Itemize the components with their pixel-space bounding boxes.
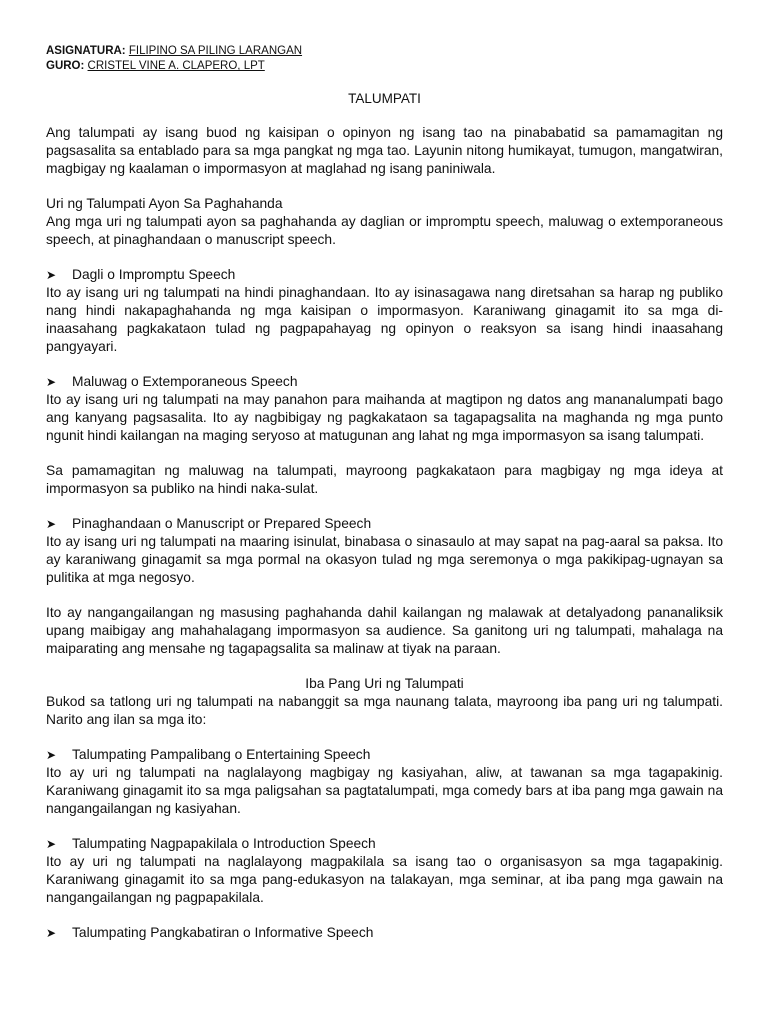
section-heading-manuscript	[46, 515, 723, 533]
subject-value: FILIPINO SA PILING LARANGAN	[128, 45, 303, 57]
entertaining-paragraph: Ito ay uri ng talumpati na naglalayong magbigay ng kasiyahan, aliw, at tawanan sa mga tagapakinig. Karaniwang ginagamit ito sa mga paligsahan sa pagtatalumpati, mga comedy bars at iba pang mga gawain na nangangailangan ng kasiyahan.	[46, 765, 723, 816]
arrow-bullet-icon: ➤	[46, 375, 57, 389]
impromptu-paragraph: Ito ay isang uri ng talumpati na hindi pinaghandaan. Ito ay isinasagawa nang diretsahan sa harap ng publiko nang hindi nakapaghahanda ng mga kaisipan o impormasyon. Karaniwang ginagamit ito sa mga di-inaasahang pagkakataon tulad ng pagpapahayag ng opinyon o reaksyon sa isang hindi inaasahang pangyayari.	[46, 285, 723, 354]
section-heading-text: Maluwag o Extemporaneous Speech	[72, 374, 298, 389]
manuscript-paragraph: Ito ay isang uri ng talumpati na maaring isinulat, binabasa o sinasaulo at may sapat na pag-aaral sa paksa. Ito ay karaniwang ginagamit sa mga pormal na okasyon tulad ng mga seremonya o mga pakikipag-ugnayan sa pulitika at mga negosyo.	[46, 534, 723, 585]
section-heading-informative	[46, 924, 723, 942]
extemporaneous-paragraph: Ito ay isang uri ng talumpati na may panahon para maihanda at magtipon ng datos ang mananalumpati bago ang kanyang pagsasalita. Ito ay nagbibigay ng pagkakataon sa tagapagsalita na maghanda ng mga punto ngunit hindi kailangan na maging seryoso at matugunan ang lahat ng mga impormasyon sa isang talumpati.	[46, 392, 723, 443]
section-heading-text: Talumpating Pampalibang o Entertaining Speech	[72, 747, 371, 762]
arrow-bullet-icon: ➤	[46, 517, 57, 531]
teacher-value: CRISTEL VINE A. CLAPERO, LPT	[87, 60, 265, 72]
subject-label: ASIGNATURA:	[46, 45, 126, 57]
teacher-line	[46, 59, 723, 74]
section-heading-text: Pinaghandaan o Manuscript or Prepared Speech	[72, 516, 372, 531]
other-types-paragraph: Bukod sa tatlong uri ng talumpati na nabanggit sa mga naunang talata, mayroong iba pang uri ng talumpati. Narito ang ilan sa mga ito:	[46, 694, 723, 727]
section-heading-text: Dagli o Impromptu Speech	[72, 267, 236, 282]
section-heading-introduction	[46, 835, 723, 853]
teacher-label: GURO:	[46, 60, 85, 72]
arrow-bullet-icon: ➤	[46, 268, 57, 282]
intro-paragraph: Ang talumpati ay isang buod ng kaisipan o opinyon ng isang tao na pinababatid sa pamamagitan ng pagsasalita sa entablado para sa mga pangkat ng mga tao. Layunin nitong humikayat, tumugon, mangatwiran, magbigay ng kaalaman o impormasyon at maglahad ng isang paniniwala.	[46, 125, 723, 176]
subject-line	[46, 44, 723, 59]
section-heading-text: Talumpating Nagpapakilala o Introduction Speech	[72, 836, 376, 851]
document-header	[46, 44, 723, 74]
other-types-heading: Iba Pang Uri ng Talumpati	[305, 676, 464, 691]
arrow-bullet-icon: ➤	[46, 837, 57, 851]
section-heading-extemporaneous	[46, 373, 723, 391]
section-heading-text: Talumpating Pangkabatiran o Informative Speech	[72, 925, 374, 940]
types-heading: Uri ng Talumpati Ayon Sa Paghahanda	[46, 196, 283, 211]
arrow-bullet-icon: ➤	[46, 748, 57, 762]
manuscript-paragraph-2: Ito ay nangangailangan ng masusing paghahanda dahil kailangan ng malawak at detalyadong pananaliksik upang maibigay ang mahahalagang impormasyon sa audience. Sa ganitong uri ng talumpati, mahalaga na maiparating ang mensahe ng tagapagsalita sa malinaw at tiyak na paraan.	[46, 605, 723, 656]
introduction-paragraph: Ito ay uri ng talumpati na naglalayong magpakilala sa isang tao o organisasyon sa mga tagapakinig. Karaniwang ginagamit ito sa mga pang-edukasyon na talakayan, mga seminar, at iba pang mga gawain na nangangailangan ng pagpapakilala.	[46, 854, 723, 905]
section-heading-impromptu	[46, 266, 723, 284]
types-paragraph: Ang mga uri ng talumpati ayon sa paghahanda ay daglian or impromptu speech, maluwag o extemporaneous speech, at pinaghandaan o manuscript speech.	[46, 214, 723, 247]
arrow-bullet-icon: ➤	[46, 926, 57, 940]
extemporaneous-paragraph-2: Sa pamamagitan ng maluwag na talumpati, mayroong pagkakataon para magbigay ng mga ideya at impormasyon sa publiko na hindi naka-sulat.	[46, 463, 723, 496]
section-heading-entertaining	[46, 746, 723, 764]
page-title: TALUMPATI	[348, 91, 421, 106]
